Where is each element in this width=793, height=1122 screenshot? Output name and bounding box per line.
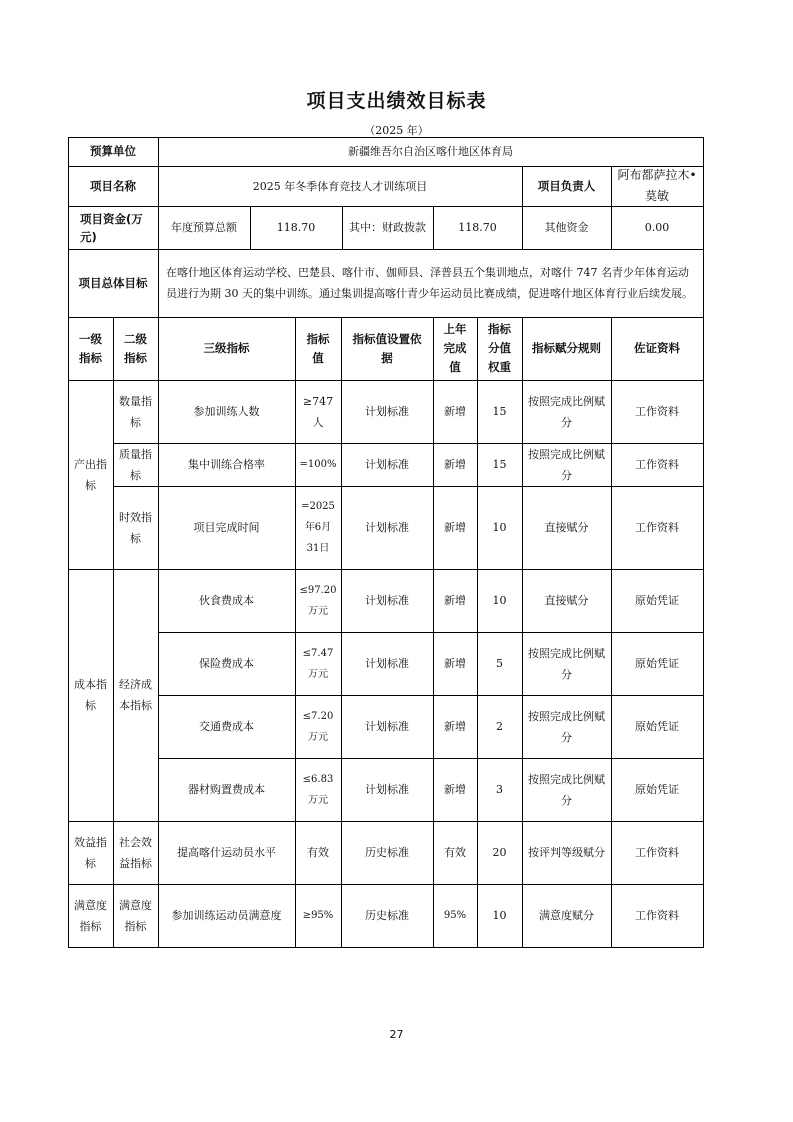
level2-social-benefit: 社会效益指标 — [119, 835, 152, 870]
unit-label: 预算单位 — [90, 144, 136, 158]
row7-basis: 历史标准 — [365, 846, 409, 859]
row8-weight: 10 — [492, 909, 507, 922]
row2-value: =2025年6月31日 — [301, 501, 335, 554]
level1-satisfaction: 满意度指标 — [74, 898, 107, 933]
row0-indicator: 参加训练人数 — [193, 405, 260, 418]
row7-prev: 有效 — [444, 846, 466, 859]
row3-evidence: 原始凭证 — [635, 594, 679, 607]
col-header-rule: 指标赋分规则 — [532, 341, 601, 355]
project-name-value: 2025 年冬季体育竞技人才训练项目 — [252, 179, 428, 193]
project-leader-value: 阿布都萨拉木•莫敏 — [617, 168, 697, 203]
col-header-level2: 二级指标 — [124, 331, 147, 365]
goal-label: 项目总体目标 — [78, 275, 148, 290]
row4-weight: 5 — [496, 657, 503, 670]
goal-text: 在喀什地区体育运动学校、巴楚县、喀什市、伽师县、泽普县五个集训地点，对喀什 747 名青少年体育运动员进行为期 30 天的集中训练。通过集训提高喀什青少年运动员比赛成绩，促进喀什地区体育行业后续发展。 — [166, 266, 693, 300]
row4-basis: 计划标准 — [365, 657, 409, 670]
row4-value: ≤7.47万元 — [302, 647, 334, 680]
level2-satisfaction: 满意度指标 — [119, 898, 152, 933]
col-header-value: 指标值 — [306, 331, 330, 365]
row8-indicator: 参加训练运动员满意度 — [171, 909, 282, 922]
row1-evidence: 工作资料 — [635, 458, 679, 471]
row5-indicator: 交通费成本 — [199, 720, 254, 733]
row1-rule: 按照完成比例赋分 — [528, 447, 605, 482]
level1-benefit: 效益指标 — [74, 835, 107, 870]
row2-prev: 新增 — [444, 521, 466, 534]
project-name-label: 项目名称 — [90, 178, 136, 193]
row1-basis: 计划标准 — [365, 458, 409, 471]
row0-prev: 新增 — [444, 405, 466, 418]
row7-evidence: 工作资料 — [635, 846, 679, 859]
row7-rule: 按评判等级赋分 — [528, 846, 605, 859]
row8-rule: 满意度赋分 — [539, 909, 594, 922]
row6-weight: 3 — [496, 783, 503, 796]
row2-weight: 10 — [492, 521, 507, 534]
col-header-level1: 一级指标 — [79, 331, 102, 365]
row0-rule: 按照完成比例赋分 — [528, 394, 605, 429]
level2-timeliness: 时效指标 — [119, 510, 152, 545]
row4-evidence: 原始凭证 — [635, 657, 679, 670]
level2-quality: 质量指标 — [119, 447, 152, 482]
fund-label: 项目资金(万元) — [80, 211, 143, 244]
row4-rule: 按照完成比例赋分 — [528, 646, 605, 681]
row3-rule: 直接赋分 — [544, 594, 589, 607]
row7-weight: 20 — [492, 846, 507, 859]
row2-basis: 计划标准 — [365, 521, 409, 534]
row2-rule: 直接赋分 — [544, 521, 589, 534]
page-number: 27 — [389, 1028, 404, 1041]
row0-weight: 15 — [492, 405, 507, 418]
row6-value: ≤6.83万元 — [302, 773, 334, 806]
row5-value: ≤7.20万元 — [302, 710, 334, 743]
row1-value: =100% — [299, 459, 337, 470]
row5-prev: 新增 — [444, 720, 466, 733]
row3-prev: 新增 — [444, 594, 466, 607]
row2-evidence: 工作资料 — [635, 521, 679, 534]
annual-budget-value: 118.70 — [276, 221, 316, 234]
row4-indicator: 保险费成本 — [199, 657, 254, 670]
row1-weight: 15 — [492, 458, 507, 471]
row8-prev: 95% — [443, 910, 467, 921]
level1-output: 产出指标 — [74, 457, 107, 492]
row5-evidence: 原始凭证 — [635, 720, 679, 733]
unit-value: 新疆维吾尔自治区喀什地区体育局 — [348, 145, 513, 158]
col-header-weight: 指标分值权重 — [488, 322, 511, 374]
row3-value: ≤97.20万元 — [299, 584, 337, 617]
fiscal-value: 118.70 — [458, 221, 497, 234]
level2-economic-cost: 经济成本指标 — [119, 678, 152, 712]
row5-weight: 2 — [496, 720, 503, 733]
row5-basis: 计划标准 — [365, 720, 409, 733]
row7-value: 有效 — [307, 846, 329, 859]
row1-indicator: 集中训练合格率 — [188, 458, 265, 471]
row6-indicator: 器材购置费成本 — [188, 783, 265, 796]
col-header-prev: 上年完成值 — [443, 322, 467, 374]
other-funds-value: 0.00 — [644, 221, 670, 234]
other-funds-label: 其他资金 — [544, 221, 589, 234]
row1-prev: 新增 — [444, 458, 466, 471]
row6-evidence: 原始凭证 — [635, 783, 679, 796]
row8-evidence: 工作资料 — [635, 909, 679, 922]
fiscal-label: 其中：财政拨款 — [349, 220, 426, 234]
row0-evidence: 工作资料 — [635, 405, 679, 418]
page-title: 项目支出绩效目标表 — [306, 90, 487, 112]
project-leader-label: 项目负责人 — [537, 178, 596, 193]
row8-basis: 历史标准 — [365, 909, 409, 922]
col-header-level3: 三级指标 — [203, 341, 250, 355]
row7-indicator: 提高喀什运动员水平 — [177, 846, 276, 859]
row6-basis: 计划标准 — [365, 783, 409, 796]
year-subtitle: （2025 年） — [364, 124, 429, 137]
row6-rule: 按照完成比例赋分 — [528, 772, 605, 807]
level2-quantity: 数量指标 — [119, 394, 152, 429]
col-header-evidence: 佐证资料 — [634, 341, 680, 355]
row5-rule: 按照完成比例赋分 — [528, 709, 605, 744]
level1-cost: 成本指标 — [74, 678, 107, 712]
row2-indicator: 项目完成时间 — [193, 521, 260, 534]
col-header-basis: 指标值设置依据 — [352, 331, 422, 365]
row3-basis: 计划标准 — [365, 594, 409, 607]
row0-value: ≥747人 — [302, 394, 334, 429]
annual-budget-label: 年度预算总额 — [171, 221, 237, 234]
row8-value: ≥95% — [302, 910, 334, 921]
row3-indicator: 伙食费成本 — [199, 594, 254, 607]
row0-basis: 计划标准 — [365, 405, 409, 418]
row3-weight: 10 — [492, 594, 507, 607]
row6-prev: 新增 — [444, 783, 466, 796]
row4-prev: 新增 — [444, 657, 466, 670]
